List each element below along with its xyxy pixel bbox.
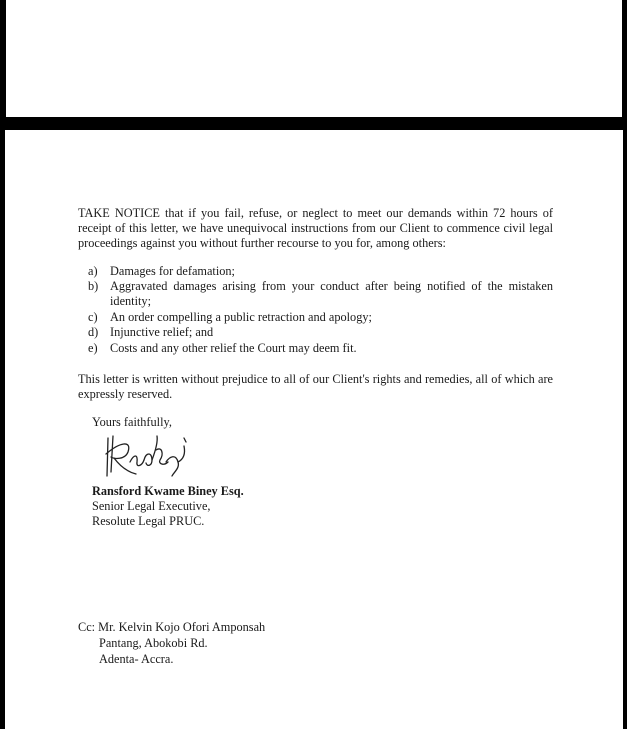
closing-salutation: Yours faithfully, xyxy=(92,415,172,429)
signer-title: Senior Legal Executive, xyxy=(92,499,211,513)
signer-firm: Resolute Legal PRUC. xyxy=(92,514,205,528)
list-marker: b) xyxy=(88,279,99,293)
list-item-continued: identity; xyxy=(110,294,151,308)
list-marker: a) xyxy=(88,264,98,278)
list-item: Costs and any other relief the Court may deem fit. xyxy=(110,341,357,355)
reservation-paragraph-line: expressly reserved. xyxy=(78,387,173,401)
list-marker: c) xyxy=(88,310,98,324)
list-item: Damages for defamation; xyxy=(110,264,235,278)
handwritten-signature xyxy=(100,432,195,480)
cc-address-line: Adenta- Accra. xyxy=(99,652,174,666)
list-item: An order compelling a public retraction and apology; xyxy=(110,310,372,324)
previous-page-fragment xyxy=(5,0,623,117)
list-marker: d) xyxy=(88,325,99,339)
notice-paragraph-line: proceedings against you without further recourse to you for, among others: xyxy=(78,236,446,250)
letter-page xyxy=(4,130,624,729)
list-marker: e) xyxy=(88,341,98,355)
notice-paragraph-line: TAKE NOTICE that if you fail, refuse, or neglect to meet our demands within 72 hours of xyxy=(78,206,553,220)
list-item: Injunctive relief; and xyxy=(110,325,214,339)
reservation-paragraph-line: This letter is written without prejudice to all of our Client's rights and remedies, all of which are xyxy=(78,372,553,386)
notice-paragraph-line: receipt of this letter, we have unequivocal instructions from our Client to commence civil legal xyxy=(78,221,553,235)
list-item: Aggravated damages arising from your conduct after being notified of the mistaken xyxy=(110,279,553,293)
cc-recipient: Cc: Mr. Kelvin Kojo Ofori Amponsah xyxy=(78,620,266,634)
signer-name: Ransford Kwame Biney Esq. xyxy=(92,484,244,498)
cc-address-line: Pantang, Abokobi Rd. xyxy=(99,636,208,650)
